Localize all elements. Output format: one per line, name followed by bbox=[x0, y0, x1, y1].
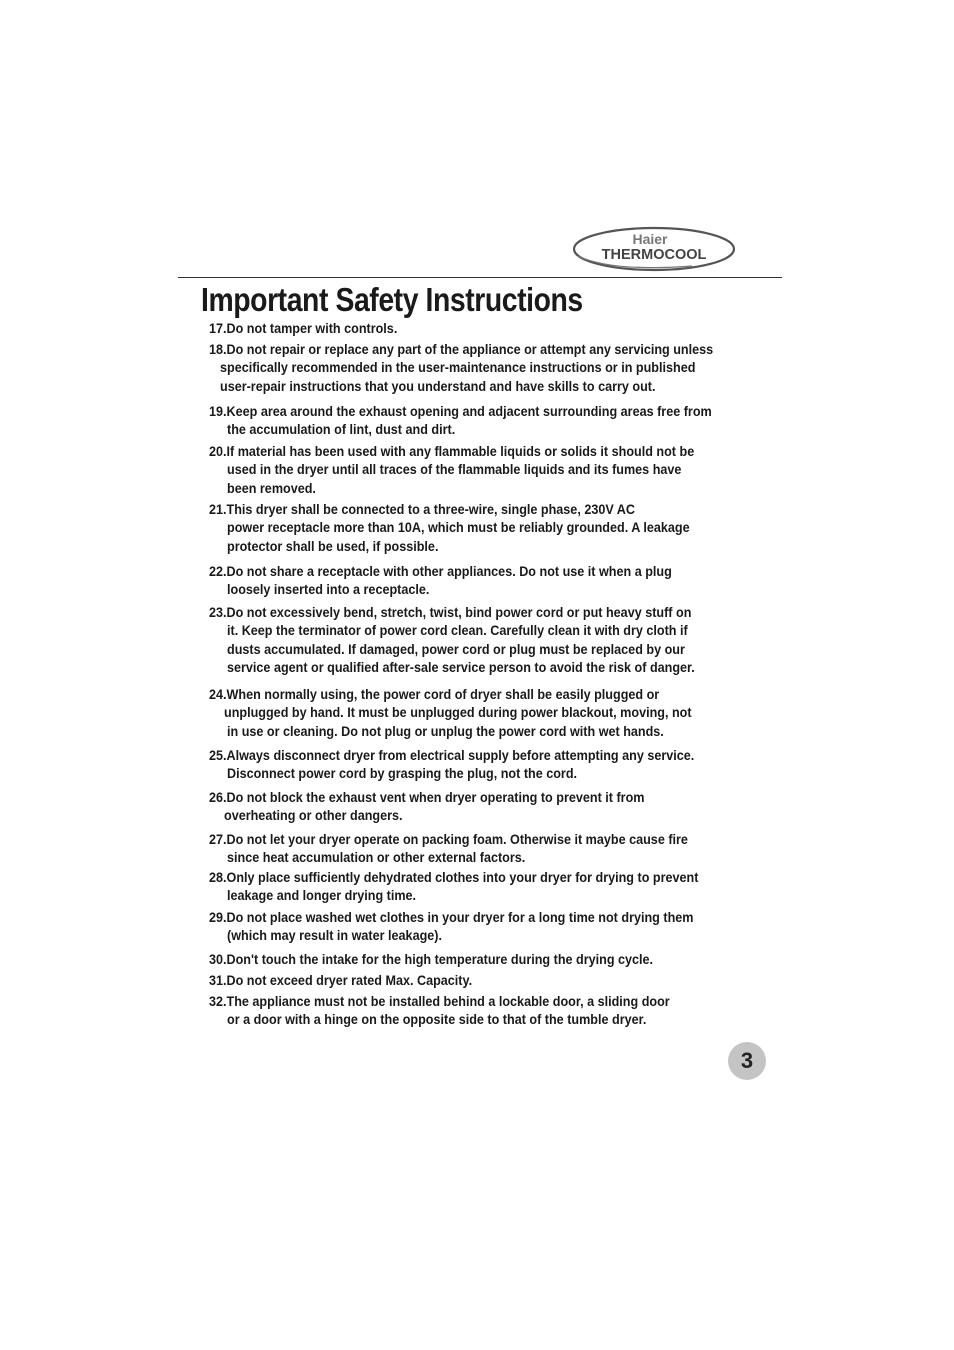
instruction-line: been removed. bbox=[227, 479, 316, 496]
instruction-item bbox=[209, 788, 769, 825]
instruction-item bbox=[209, 830, 769, 867]
instruction-item bbox=[209, 992, 769, 1029]
instruction-line: 31.Do not exceed dryer rated Max. Capacity. bbox=[209, 972, 473, 988]
instruction-line: 20.If material has been used with any flammable liquids or solids it should not be bbox=[209, 443, 695, 459]
instruction-line: 21.This dryer shall be connected to a three-wire, single phase, 230V AC bbox=[209, 501, 635, 517]
instruction-line: 23.Do not excessively bend, stretch, twist, bind power cord or put heavy stuff on bbox=[209, 604, 692, 620]
instruction-line: 17.Do not tamper with controls. bbox=[209, 320, 398, 336]
instruction-line: leakage and longer drying time. bbox=[227, 887, 417, 904]
instruction-line: in use or cleaning. Do not plug or unplug the power cord with wet hands. bbox=[227, 722, 664, 739]
instruction-line: overheating or other dangers. bbox=[224, 807, 403, 824]
instruction-line: 18.Do not repair or replace any part of the appliance or attempt any servicing unless bbox=[209, 341, 714, 357]
instruction-line: service agent or qualified after-sale service person to avoid the risk of danger. bbox=[227, 658, 695, 675]
instruction-item bbox=[209, 908, 769, 945]
instruction-item bbox=[209, 868, 769, 905]
instruction-line: power receptacle more than 10A, which must be reliably grounded. A leakage bbox=[227, 519, 690, 536]
instruction-item bbox=[209, 500, 769, 555]
instruction-item bbox=[209, 442, 769, 497]
instruction-item bbox=[209, 603, 769, 676]
instruction-line: 19.Keep area around the exhaust opening and adjacent surrounding areas free from bbox=[209, 403, 712, 419]
instruction-line: 30.Don't touch the intake for the high temperature during the drying cycle. bbox=[209, 951, 654, 967]
header-divider bbox=[178, 277, 782, 278]
instruction-line: 25.Always disconnect dryer from electrical supply before attempting any service. bbox=[209, 747, 695, 763]
page-number-badge bbox=[728, 1042, 766, 1080]
instruction-line: specifically recommended in the user-maintenance instructions or in published bbox=[220, 359, 696, 376]
instruction-item bbox=[209, 971, 769, 989]
instruction-item bbox=[209, 562, 769, 599]
page-title: Important Safety Instructions bbox=[201, 281, 583, 318]
instruction-line: protector shall be used, if possible. bbox=[227, 537, 439, 554]
instruction-line: 24.When normally using, the power cord of dryer shall be easily plugged or bbox=[209, 686, 660, 702]
instruction-line: dusts accumulated. If damaged, power cord or plug must be replaced by our bbox=[227, 640, 685, 657]
instruction-item bbox=[209, 402, 769, 439]
instruction-line: the accumulation of lint, dust and dirt. bbox=[227, 421, 456, 438]
instruction-item bbox=[209, 950, 769, 968]
instruction-line: 27.Do not let your dryer operate on packing foam. Otherwise it maybe cause fire bbox=[209, 831, 688, 847]
instruction-line: since heat accumulation or other external factors. bbox=[227, 849, 526, 866]
instruction-line: 22.Do not share a receptacle with other appliances. Do not use it when a plug bbox=[209, 563, 672, 579]
instruction-line: 26.Do not block the exhaust vent when dryer operating to prevent it from bbox=[209, 789, 645, 805]
instruction-line: (which may result in water leakage). bbox=[227, 927, 442, 944]
logo-graphic bbox=[572, 226, 736, 272]
instruction-item bbox=[209, 340, 769, 395]
instruction-line: or a door with a hinge on the opposite side to that of the tumble dryer. bbox=[227, 1011, 647, 1028]
instruction-line: it. Keep the terminator of power cord clean. Carefully clean it with dry cloth if bbox=[227, 622, 688, 639]
page-number: 3 bbox=[740, 1048, 754, 1073]
haier-thermocool-logo bbox=[572, 226, 736, 272]
instruction-item bbox=[209, 685, 769, 740]
instruction-line: loosely inserted into a receptacle. bbox=[227, 581, 430, 598]
instruction-line: 32.The appliance must not be installed behind a lockable door, a sliding door bbox=[209, 993, 670, 1009]
instruction-item bbox=[209, 319, 769, 337]
instruction-line: unplugged by hand. It must be unplugged during power blackout, moving, not bbox=[224, 704, 692, 721]
logo-brand-top: Haier bbox=[632, 231, 668, 247]
instruction-line: 28.Only place sufficiently dehydrated clothes into your dryer for drying to prevent bbox=[209, 869, 699, 885]
instruction-line: user-repair instructions that you understand and have skills to carry out. bbox=[220, 377, 656, 394]
instruction-line: used in the dryer until all traces of the flammable liquids and its fumes have bbox=[227, 461, 682, 478]
instruction-item bbox=[209, 746, 769, 783]
instruction-line: 29.Do not place washed wet clothes in your dryer for a long time not drying them bbox=[209, 909, 694, 925]
instruction-line: Disconnect power cord by grasping the plug, not the cord. bbox=[227, 765, 578, 782]
logo-brand-bottom: THERMOCOOL bbox=[601, 247, 707, 263]
